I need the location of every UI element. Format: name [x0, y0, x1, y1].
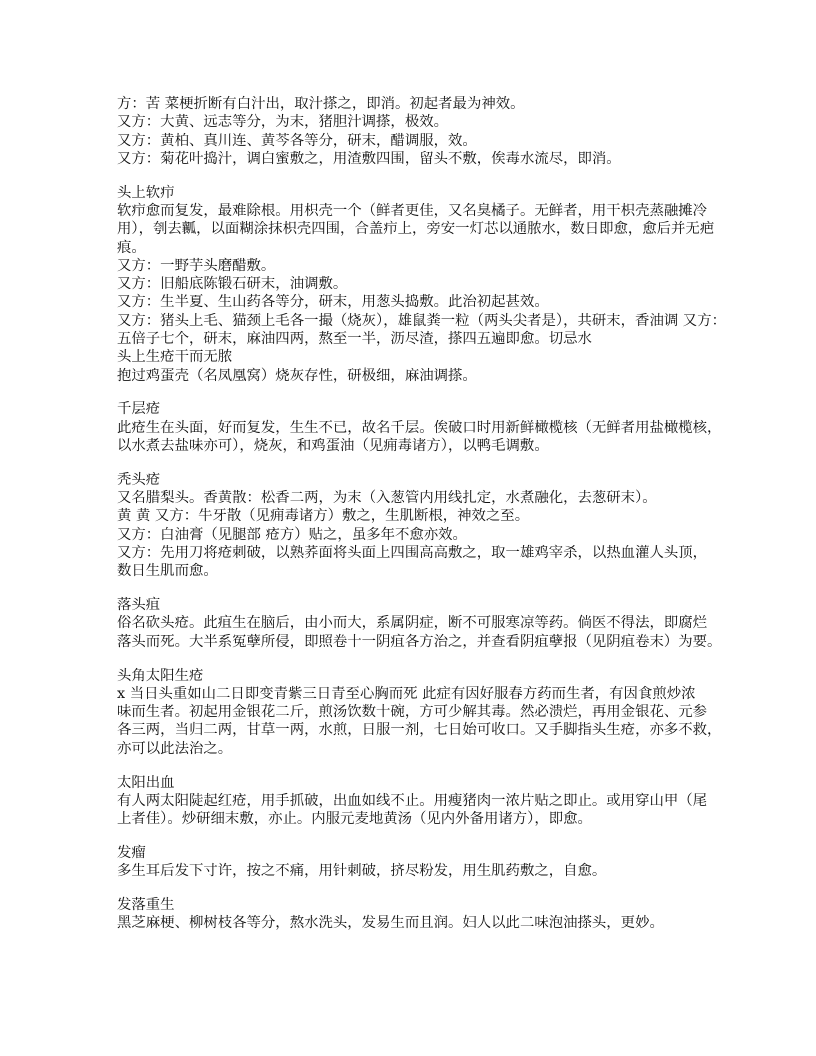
paragraph-line: 又方：旧船底陈锻石研末，油调敷。 — [117, 276, 348, 293]
section-nape-abscess — [117, 596, 722, 651]
paragraph-line: 有人两太阳陡起红疮，用手抓破，出血如线不止。用瘦猪肉一浓片贴之即止。或用穿山甲（尾 — [117, 792, 708, 809]
section-heading: 头角太阳生疮 — [117, 667, 204, 684]
paragraph-line: 黑芝麻梗、柳树枝各等分，熬水洗头，发易生而且润。妇人以此二味泡油搽头，更妙。 — [117, 915, 664, 932]
paragraph-line: 亦可以此法治之。 — [117, 740, 233, 757]
paragraph-line: 数日生肌而愈。 — [117, 563, 218, 580]
section-remedies-intro — [117, 95, 717, 168]
paragraph-line: 抱过鸡蛋壳（名凤凰窝）烧灰存性，研极细，麻油调搽。 — [117, 367, 477, 384]
paragraph-line: 以水煮去盐味亦可），烧灰，和鸡蛋油（见痈毒诸方），以鸭毛调敷。 — [117, 438, 549, 455]
paragraph-line: 俗名砍头疮。此疽生在脑后，由小而大，系属阴症，断不可服寒凉等药。倘医不得法，即腐烂 — [117, 615, 708, 632]
paragraph-line: 又名腊梨头。香黄散：松香二两，为末（入葱管内用线扎定，水煮融化，去葱研末）。 — [117, 490, 657, 507]
paragraph-line: 又方：黄柏、真川连、黄芩各等分，研末，醋调服，效。 — [117, 132, 477, 149]
section-heading: 头上软疖 — [117, 184, 175, 201]
document-page — [117, 95, 726, 948]
paragraph-line: 落头而死。大半系冤孽所侵，即照卷十一阴疽各方治之，并查看阴疽孽报（见阴疽卷末）为要。 — [117, 633, 722, 650]
section-hair-regrowth — [117, 896, 717, 933]
paragraph-line: 上者佳）。炒研细末敷，亦止。内服元麦地黄汤（见内外备用诸方），即愈。 — [117, 811, 592, 828]
paragraph-line: 黄 黄 又方：牛牙散（见痈毒诸方）敷之，生肌断根，神效之至。 — [117, 508, 530, 525]
paragraph-line: 各三两，当归二两，甘草一两，水煎，日服一剂，七日始可收口。又手脚指头生疮，亦多不救， — [117, 722, 722, 739]
paragraph-line: 又方：猪头上毛、猫颈上毛各一撮（烧灰），雄鼠粪一粒（两头尖者是），共研末，香油调 又方： — [117, 312, 726, 329]
paragraph-line: 又方：菊花叶捣汁，调白蜜敷之，用渣敷四围，留头不敷，俟毒水流尽，即消。 — [117, 150, 621, 167]
section-heading: 千层疮 — [117, 401, 161, 418]
paragraph-line: 又方：一野芋头磨醋敷。 — [117, 257, 276, 274]
paragraph-line: 味而生者。初起用金银花二斤，煎汤饮数十碗，方可少解其毒。然必溃烂，再用金银花、元参 — [117, 704, 708, 721]
paragraph-line: 又方：生半夏、生山药各等分，研末，用葱头捣敷。此治初起甚效。 — [117, 294, 549, 311]
section-dry-scalp-sores — [117, 348, 717, 385]
paragraph-line: 又方：先用刀将疮刺破，以熟荞面将头面上四围高高敷之，取一雄鸡宰杀，以热血灌人头顶， — [117, 545, 708, 562]
paragraph-line: x 当日头重如山二日即变青紫三日青至心胸而死 此症有因好服春方药而生者，有因食煎炒浓 — [117, 685, 696, 702]
paragraph-line: 五倍子七个，研末，麻油四两，熬至一半，沥尽渣，搽四五遍即愈。切忌水 — [117, 331, 592, 348]
section-layered-sores — [117, 400, 722, 455]
section-heading: 太阳出血 — [117, 774, 175, 791]
section-heading: 发落重生 — [117, 896, 175, 913]
section-temple-bleeding — [117, 774, 717, 829]
section-heading: 发瘤 — [117, 844, 146, 861]
paragraph-line: 又方：大黄、远志等分，为末，猪胆汁调搽，极效。 — [117, 114, 448, 131]
section-temple-sores — [117, 667, 722, 758]
section-heading: 头上生疮干而无脓 — [117, 349, 233, 366]
paragraph-line: 软疖愈而复发，最难除根。用枳壳一个（鲜者更佳，又名臭橘子。无鲜者，用干枳壳蒸融摊冷 — [117, 202, 708, 219]
section-soft-boil — [117, 184, 726, 349]
section-heading: 秃头疮 — [117, 471, 161, 488]
section-scalp-ringworm — [117, 471, 717, 581]
paragraph-line: 用），刳去瓤，以面糊涂抹枳壳四围，合盖疖上，旁安一灯芯以通脓水，数日即愈，愈后并无疤 — [117, 221, 715, 238]
paragraph-line: 此疮生在头面，好而复发，生生不已，故名千层。俟破口时用新鲜橄榄核（无鲜者用盐橄榄核， — [117, 419, 722, 436]
section-heading: 落头疽 — [117, 597, 161, 614]
paragraph-line: 又方：白油膏（见腿部 疮方）贴之，虽多年不愈亦效。 — [117, 526, 467, 543]
section-hair-tumor — [117, 844, 717, 881]
paragraph-line: 多生耳后发下寸许，按之不痛，用针刺破，挤尽粉发，用生肌药敷之，自愈。 — [117, 863, 607, 880]
paragraph-line: 痕。 — [117, 239, 146, 256]
paragraph-line: 方：苦 菜梗折断有白汁出，取汁搽之，即消。初起者最为神效。 — [117, 96, 525, 112]
